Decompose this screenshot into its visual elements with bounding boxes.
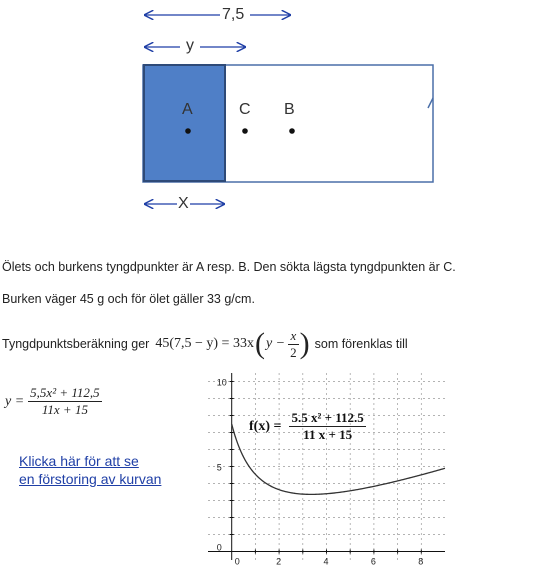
y-tick-label: 10 (216, 377, 227, 388)
total-width-label: 7,5 (222, 6, 245, 23)
beer-region (144, 65, 225, 181)
curve-point (231, 423, 232, 424)
f-formula-lhs: f(x) = (249, 418, 282, 434)
curve-point (290, 496, 291, 497)
x-tick-label: 8 (418, 556, 424, 567)
curve-point (243, 453, 244, 454)
curve-point (421, 480, 422, 481)
point-a-label: A (182, 101, 193, 118)
y-formula (5, 385, 102, 418)
paragraph-2: Burken väger 45 g och för ölet gäller 33 g/cm. (2, 292, 255, 306)
f-formula-num: 5.5 x² + 112.5 (291, 410, 364, 425)
x-label: X (178, 195, 189, 212)
equation-lhs (155, 336, 254, 352)
f-formula-den: 11 x + 15 (303, 427, 353, 442)
curve-point (385, 489, 386, 490)
enlarge-curve-link[interactable] (19, 452, 161, 488)
curve-point (444, 474, 445, 475)
equation-fraction-num: x (288, 328, 299, 345)
paragraph-3-prefix: Tyngdpunktsberäkning ger (2, 337, 150, 351)
x-tick-label: 2 (276, 556, 282, 567)
f-formula (249, 410, 366, 443)
curve-point (373, 492, 374, 493)
paren-open: ( (254, 327, 265, 360)
curve-point (279, 491, 280, 492)
equation-fraction (288, 328, 299, 361)
x-tick-label: 0 (234, 556, 240, 567)
curve-point (350, 497, 351, 498)
curve-point (326, 499, 327, 500)
equation-fraction-den: 2 (290, 344, 297, 360)
y-formula-fraction (28, 385, 101, 418)
enlarge-curve-link-line-1[interactable]: Klicka här för att se (19, 453, 139, 469)
equation-y-minus: y − (265, 336, 286, 351)
y-formula-lhs: y = (5, 393, 25, 409)
curve-point (433, 477, 434, 478)
point-c-label: C (239, 101, 251, 118)
paragraph-3-suffix: som förenklas till (314, 337, 408, 351)
y-formula-num: 5,5x² + 112,5 (30, 385, 100, 400)
curve-point (361, 494, 362, 495)
point-a-dot (185, 128, 191, 134)
point-c-dot (242, 128, 248, 134)
y-formula-den: 11x + 15 (41, 402, 88, 417)
curve-point (302, 498, 303, 499)
curve-point (255, 472, 256, 473)
can-diagram (0, 0, 550, 230)
equation-lhs-text: 45(7,5 − y) = 33x (155, 336, 254, 351)
y-label: y (186, 37, 194, 54)
x-tick-label: 4 (323, 556, 329, 567)
paragraph-1: Ölets och burkens tyngdpunkter är A resp. B. Den sökta lägsta tyngdpunkten är C. (2, 260, 456, 274)
x-tick-label: 6 (370, 556, 376, 567)
curve-point (314, 499, 315, 500)
function-graph (195, 365, 450, 570)
y-tick-label: 5 (216, 462, 222, 473)
paren-close: ) (299, 327, 310, 360)
curve-point (338, 498, 339, 499)
curve-point (409, 483, 410, 484)
y-tick-label: 0 (216, 542, 222, 553)
curve-point (267, 483, 268, 484)
point-b-dot (289, 128, 295, 134)
curve-point (397, 486, 398, 487)
f-formula-fraction (289, 410, 365, 443)
paragraph-3 (2, 322, 408, 366)
point-b-label: B (284, 101, 295, 118)
enlarge-curve-link-line-2[interactable]: en förstoring av kurvan (19, 471, 162, 487)
